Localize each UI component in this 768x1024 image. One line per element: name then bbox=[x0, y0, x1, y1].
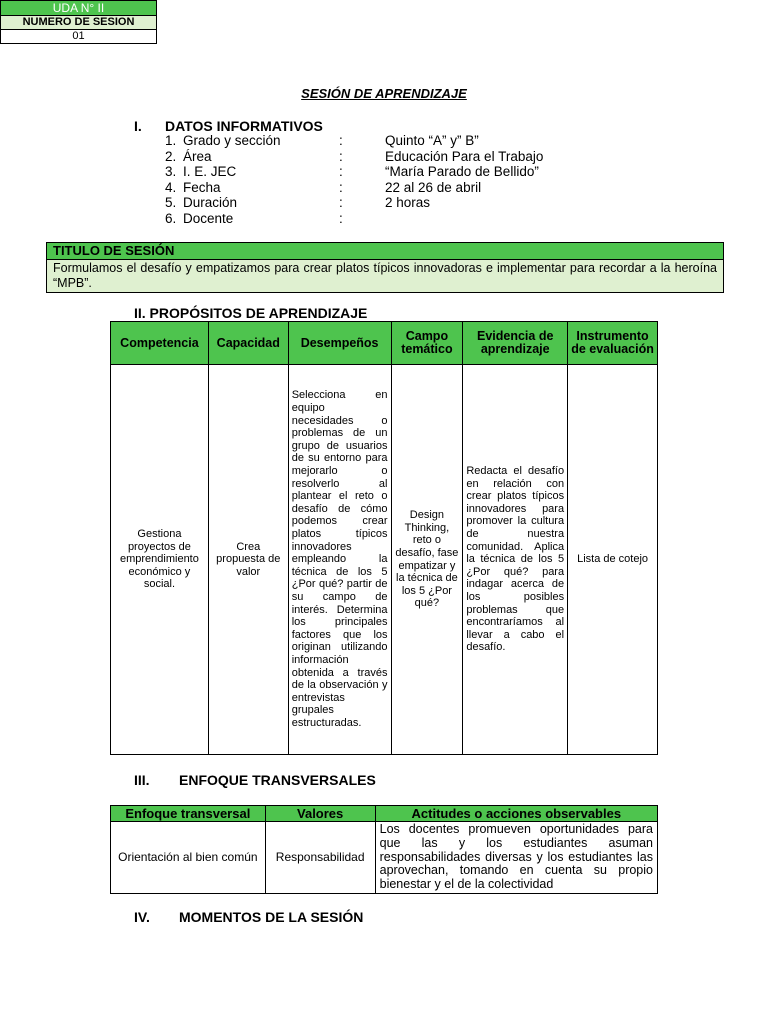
cell-instrumento: Lista de cotejo bbox=[568, 365, 658, 755]
info-label: Docente bbox=[183, 210, 234, 226]
section-3-numeral: III. bbox=[134, 772, 150, 788]
document-title: SESIÓN DE APRENDIZAJE bbox=[301, 86, 467, 101]
purposes-table bbox=[110, 321, 658, 755]
section-2-title: II. PROPÓSITOS DE APRENDIZAJE bbox=[134, 305, 368, 321]
header-desempenos: Desempeños bbox=[288, 322, 391, 365]
info-num: 2. bbox=[165, 148, 177, 164]
table-row bbox=[111, 822, 658, 894]
info-val: 22 al 26 de abril bbox=[385, 179, 482, 195]
section-1-numeral: I. bbox=[134, 118, 142, 134]
info-num: 3. bbox=[165, 164, 177, 179]
cell-evidencia: Redacta el desafío en relación con crear platos típicos innovadores para promover la cultura de nuestra comunidad. Aplica la técnica de los 5 ¿Por qué? para indagar acerca de los posibles problemas que encontraríamos al llevar a cabo el desafío. bbox=[463, 365, 568, 755]
transversal-table bbox=[110, 805, 658, 894]
section-3-title: ENFOQUE TRANSVERSALES bbox=[179, 772, 376, 788]
info-row bbox=[165, 180, 543, 196]
info-colon: : bbox=[339, 148, 343, 164]
info-colon: : bbox=[339, 195, 343, 210]
uda-box bbox=[0, 0, 157, 44]
info-val: Quinto “A” y” B” bbox=[385, 133, 479, 148]
info-row bbox=[165, 164, 543, 180]
cell-enfoque: Orientación al bien común bbox=[111, 822, 266, 894]
cell-capacidad: Crea propuesta de valor bbox=[208, 365, 288, 755]
info-num: 4. bbox=[165, 179, 177, 195]
info-colon: : bbox=[339, 133, 343, 148]
header-campo: Campo temático bbox=[391, 322, 463, 365]
cell-actitudes: Los docentes promueven oportunidades para que las y los estudiantes asuman responsabilidades diversas y los estudiantes las aprovechan, tomando en cuenta su propio bienestar y el de la colectividad bbox=[375, 822, 657, 894]
session-title-text: Formulamos el desafío y empatizamos para crear platos típicos innovadoras e implementar para recordar a la heroína “MPB”. bbox=[47, 260, 723, 292]
header-capacidad: Capacidad bbox=[208, 322, 288, 365]
info-val: 2 horas bbox=[385, 195, 431, 210]
session-title-box bbox=[46, 242, 724, 293]
info-row bbox=[165, 195, 543, 211]
info-num: 6. bbox=[165, 210, 177, 226]
section-4-numeral: IV. bbox=[134, 909, 150, 925]
info-row bbox=[165, 149, 543, 165]
session-number-label: NUMERO DE SESION bbox=[1, 16, 157, 30]
info-val: “María Parado de Bellido” bbox=[385, 164, 539, 179]
info-num: 1. bbox=[165, 133, 177, 148]
cell-campo: Design Thinking, reto o desafío, fase empatizar y la técnica de los 5 ¿Por qué? bbox=[391, 365, 463, 755]
header-evidencia: Evidencia de aprendizaje bbox=[463, 322, 568, 365]
cell-desempenos: Selecciona en equipo necesidades o problemas de un grupo de usuarios de su entorno para mejorarlo o resolverlo al plantear el reto o desafío de cómo podemos crear platos típicos innovadores empleando la técnica de los 5 ¿Por qué? partir de su campo de interés. Determina los principales factores que los originan utilizando información obtenida a través de la observación y entrevistas grupales estructuradas. bbox=[288, 365, 391, 755]
info-label: Grado y sección bbox=[183, 133, 281, 148]
info-val: Educación Para el Trabajo bbox=[385, 148, 544, 164]
info-label: Fecha bbox=[183, 179, 221, 195]
uda-label: UDA N° II bbox=[1, 1, 157, 16]
header-valores: Valores bbox=[265, 806, 375, 822]
info-colon: : bbox=[339, 164, 343, 179]
info-num: 5. bbox=[165, 195, 177, 210]
session-title-header: TITULO DE SESIÓN bbox=[47, 243, 723, 260]
info-row bbox=[165, 211, 543, 227]
info-label: I. E. JEC bbox=[183, 164, 237, 179]
cell-competencia: Gestiona proyectos de emprendimiento económico y social. bbox=[111, 365, 209, 755]
info-list bbox=[165, 133, 543, 226]
header-actitudes: Actitudes o acciones observables bbox=[375, 806, 657, 822]
session-number: 01 bbox=[1, 30, 157, 44]
info-colon: : bbox=[339, 210, 343, 226]
header-competencia: Competencia bbox=[111, 322, 209, 365]
header-instrumento: Instrumento de evaluación bbox=[568, 322, 658, 365]
header-enfoque: Enfoque transversal bbox=[111, 806, 266, 822]
cell-valores: Responsabilidad bbox=[265, 822, 375, 894]
info-colon: : bbox=[339, 179, 343, 195]
info-row bbox=[165, 133, 543, 149]
info-label: Duración bbox=[183, 195, 238, 210]
table-row bbox=[111, 365, 658, 755]
section-1-title: DATOS INFORMATIVOS bbox=[165, 118, 323, 134]
section-4-title: MOMENTOS DE LA SESIÓN bbox=[179, 909, 364, 925]
info-label: Área bbox=[183, 148, 212, 164]
